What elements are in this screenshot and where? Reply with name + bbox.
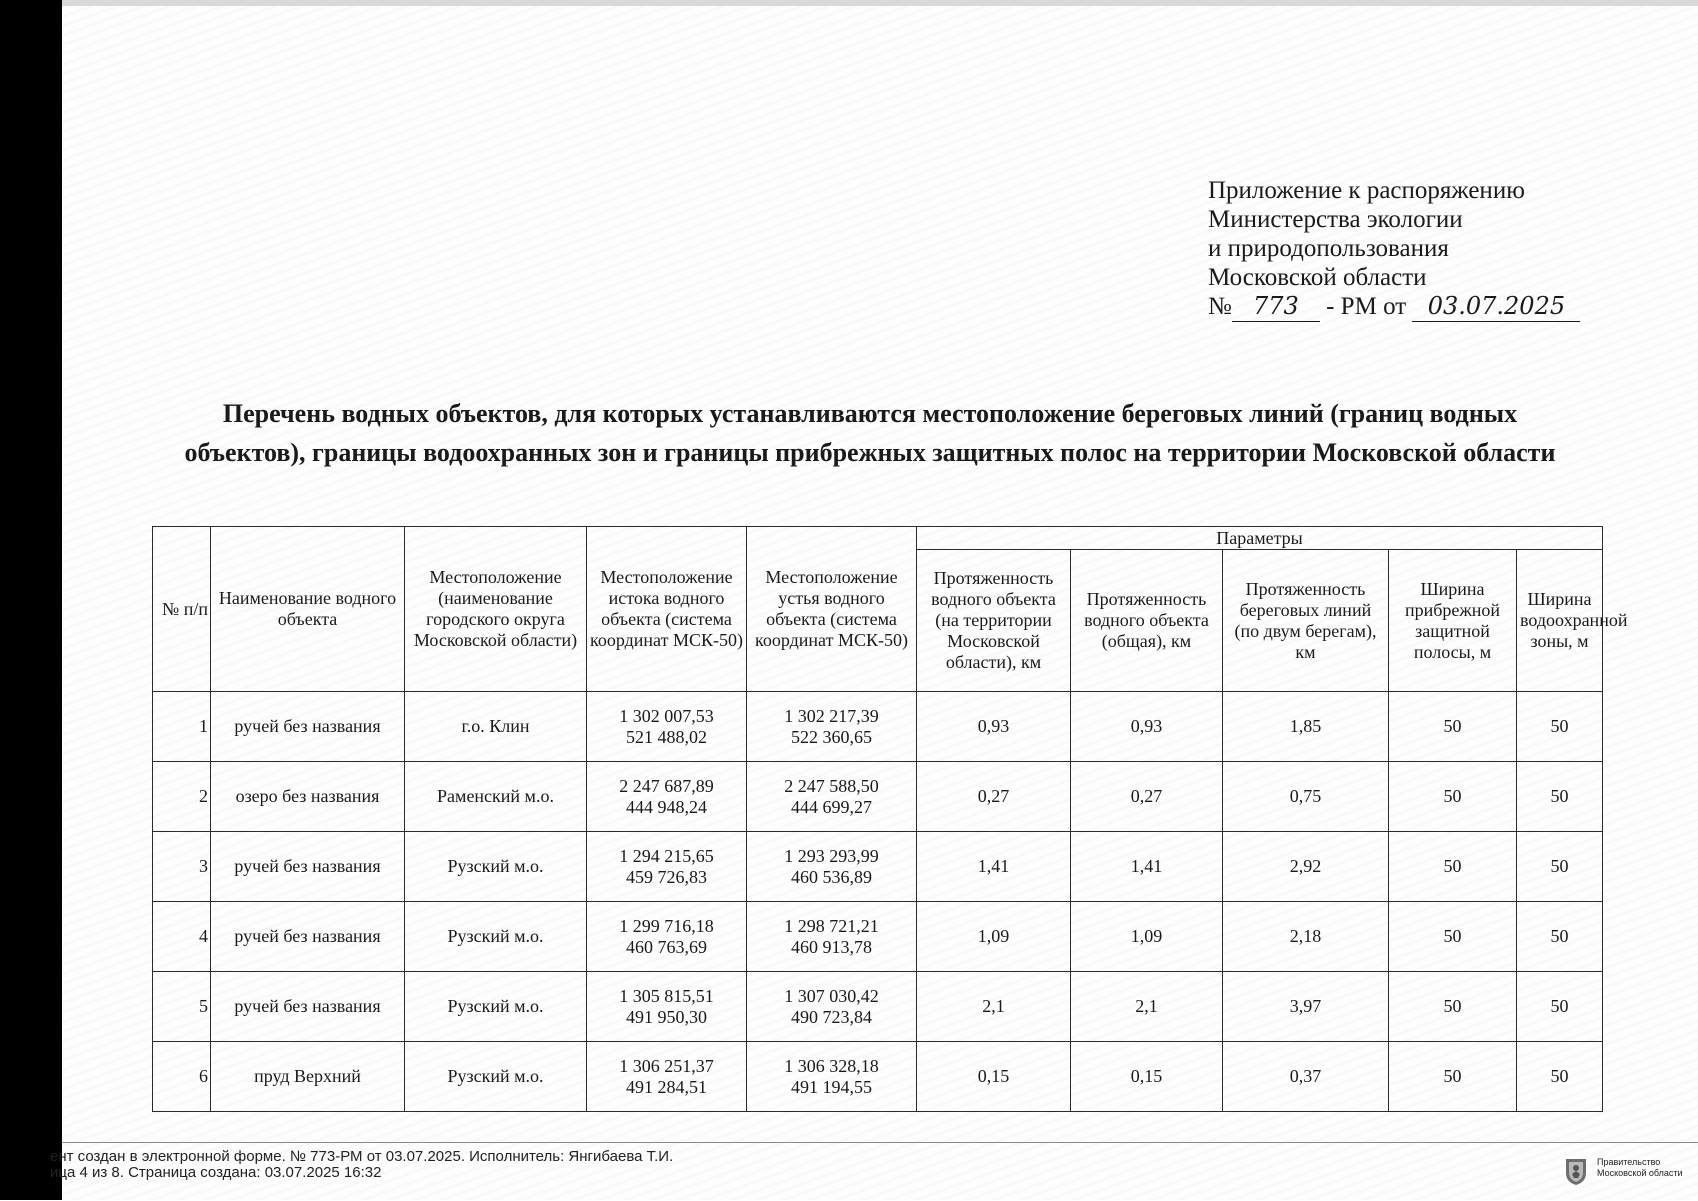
coord-y: 444 699,27 bbox=[791, 796, 872, 817]
coord-y: 490 723,84 bbox=[791, 1006, 872, 1027]
cell-location: Раменский м.о. bbox=[405, 762, 587, 832]
cell-num: 4 bbox=[153, 902, 211, 972]
gov-label-line: Московской области bbox=[1597, 1168, 1683, 1178]
cell-location: Рузский м.о. bbox=[405, 832, 587, 902]
appendix-line: Московской области bbox=[1208, 264, 1427, 291]
cell-mouth bbox=[747, 972, 917, 1042]
number-prefix: № bbox=[1208, 293, 1232, 320]
coord-y: 491 284,51 bbox=[626, 1076, 707, 1097]
document-title: Перечень водных объектов, для которых устанавливаются местоположение береговых линий (границ водных объектов), границы водоохранных зон и границы прибрежных защитных полос на территории Московской области bbox=[184, 399, 1556, 467]
table-row bbox=[153, 972, 1603, 1042]
cell-water-zone: 50 bbox=[1517, 832, 1603, 902]
cell-water-zone: 50 bbox=[1517, 762, 1603, 832]
coord-y: 460 536,89 bbox=[791, 866, 872, 887]
cell-water-zone: 50 bbox=[1517, 1042, 1603, 1112]
cell-source bbox=[587, 692, 747, 762]
cell-length-total: 1,41 bbox=[1071, 832, 1223, 902]
cell-num: 3 bbox=[153, 832, 211, 902]
cell-length-total: 0,27 bbox=[1071, 762, 1223, 832]
cell-name: ручей без названия bbox=[211, 692, 405, 762]
cell-num: 2 bbox=[153, 762, 211, 832]
table-row bbox=[153, 762, 1603, 832]
cell-length-region: 0,93 bbox=[917, 692, 1071, 762]
cell-mouth bbox=[747, 1042, 917, 1112]
appendix-line: и природопользования bbox=[1208, 235, 1449, 262]
header-source: Местоположение истока водного объекта (система координат МСК-50) bbox=[587, 527, 747, 692]
cell-name: ручей без названия bbox=[211, 902, 405, 972]
cell-source bbox=[587, 902, 747, 972]
header-length-total: Протяженность водного объекта (общая), км bbox=[1071, 550, 1223, 692]
cell-length-region: 2,1 bbox=[917, 972, 1071, 1042]
cell-location: Рузский м.о. bbox=[405, 1042, 587, 1112]
cell-mouth bbox=[747, 832, 917, 902]
government-label bbox=[1597, 1157, 1683, 1179]
cell-num: 6 bbox=[153, 1042, 211, 1112]
coord-y: 460 913,78 bbox=[791, 936, 872, 957]
cell-num: 5 bbox=[153, 972, 211, 1042]
number-suffix: - РМ от bbox=[1326, 293, 1407, 320]
header-params: Параметры bbox=[917, 527, 1603, 550]
cell-shoreline: 0,75 bbox=[1223, 762, 1389, 832]
header-num: № п/п bbox=[153, 527, 211, 692]
cell-name: пруд Верхний bbox=[211, 1042, 405, 1112]
cell-length-total: 2,1 bbox=[1071, 972, 1223, 1042]
coord-y: 491 194,55 bbox=[791, 1076, 872, 1097]
cell-length-region: 1,41 bbox=[917, 832, 1071, 902]
cell-length-region: 0,15 bbox=[917, 1042, 1071, 1112]
coord-y: 491 950,30 bbox=[626, 1006, 707, 1027]
cell-num: 1 bbox=[153, 692, 211, 762]
coord-x: 1 305 815,51 bbox=[619, 985, 714, 1006]
cell-location: Рузский м.о. bbox=[405, 902, 587, 972]
coord-y: 460 763,69 bbox=[626, 936, 707, 957]
gov-label-line: Правительство bbox=[1597, 1157, 1661, 1167]
header-length-region: Протяженность водного объекта (на территории Московской области), км bbox=[917, 550, 1071, 692]
appendix-line: Министерства экологии bbox=[1208, 206, 1463, 233]
header-mouth: Местоположение устья водного объекта (система координат МСК-50) bbox=[747, 527, 917, 692]
cell-coastal-strip: 50 bbox=[1389, 692, 1517, 762]
cell-coastal-strip: 50 bbox=[1389, 762, 1517, 832]
cell-shoreline: 1,85 bbox=[1223, 692, 1389, 762]
water-objects-table bbox=[152, 526, 1628, 1112]
cell-source bbox=[587, 972, 747, 1042]
handwritten-number: 773 bbox=[1232, 292, 1320, 322]
footer-line: ент создан в электронной форме. № 773-РМ от 03.07.2025. Исполнитель: Янгибаева Т.И. bbox=[50, 1148, 674, 1165]
coord-x: 1 306 251,37 bbox=[619, 1055, 714, 1076]
table-row bbox=[153, 832, 1603, 902]
footer-line: ица 4 из 8. Страница создана: 03.07.2025 16:32 bbox=[50, 1164, 382, 1181]
table-row bbox=[153, 1042, 1603, 1112]
cell-mouth bbox=[747, 692, 917, 762]
coord-y: 459 726,83 bbox=[626, 866, 707, 887]
cell-length-region: 0,27 bbox=[917, 762, 1071, 832]
handwritten-date: 03.07.2025 bbox=[1412, 292, 1580, 322]
cell-location: Рузский м.о. bbox=[405, 972, 587, 1042]
header-water-zone: Ширина водоохранной зоны, м bbox=[1517, 550, 1603, 692]
cell-location: г.о. Клин bbox=[405, 692, 587, 762]
coord-x: 1 302 007,53 bbox=[619, 705, 714, 726]
cell-source bbox=[587, 1042, 747, 1112]
header-name: Наименование водного объекта bbox=[211, 527, 405, 692]
cell-coastal-strip: 50 bbox=[1389, 902, 1517, 972]
appendix-number-line bbox=[1208, 292, 1588, 322]
cell-length-total: 0,93 bbox=[1071, 692, 1223, 762]
cell-source bbox=[587, 762, 747, 832]
coord-x: 1 293 293,99 bbox=[784, 845, 879, 866]
page-footer bbox=[50, 1142, 1698, 1201]
cell-length-total: 0,15 bbox=[1071, 1042, 1223, 1112]
header-location: Местоположение (наименование городского округа Московской области) bbox=[405, 527, 587, 692]
cell-shoreline: 2,92 bbox=[1223, 832, 1389, 902]
appendix-line: Приложение к распоряжению bbox=[1208, 177, 1525, 204]
cell-name: ручей без названия bbox=[211, 832, 405, 902]
cell-source bbox=[587, 832, 747, 902]
table-row bbox=[153, 692, 1603, 762]
table-row bbox=[153, 902, 1603, 972]
cell-water-zone: 50 bbox=[1517, 902, 1603, 972]
cell-mouth bbox=[747, 902, 917, 972]
cell-water-zone: 50 bbox=[1517, 972, 1603, 1042]
appendix-block bbox=[1208, 176, 1588, 322]
cell-length-total: 1,09 bbox=[1071, 902, 1223, 972]
coord-x: 1 298 721,21 bbox=[784, 915, 879, 936]
cell-coastal-strip: 50 bbox=[1389, 1042, 1517, 1112]
coord-x: 1 307 030,42 bbox=[784, 985, 879, 1006]
cell-name: ручей без названия bbox=[211, 972, 405, 1042]
coord-x: 2 247 588,50 bbox=[784, 775, 879, 796]
coord-x: 2 247 687,89 bbox=[619, 775, 714, 796]
scan-black-edge bbox=[0, 0, 62, 1200]
cell-shoreline: 2,18 bbox=[1223, 902, 1389, 972]
cell-mouth bbox=[747, 762, 917, 832]
header-coastal-strip: Ширина прибрежной защитной полосы, м bbox=[1389, 550, 1517, 692]
coord-y: 444 948,24 bbox=[626, 796, 707, 817]
coat-of-arms-icon bbox=[1560, 1155, 1592, 1187]
cell-coastal-strip: 50 bbox=[1389, 832, 1517, 902]
coord-x: 1 294 215,65 bbox=[619, 845, 714, 866]
cell-shoreline: 0,37 bbox=[1223, 1042, 1389, 1112]
coord-x: 1 302 217,39 bbox=[784, 705, 879, 726]
footer-text bbox=[50, 1148, 782, 1181]
header-shoreline: Протяженность береговых линий (по двум берегам), км bbox=[1223, 550, 1389, 692]
coord-y: 522 360,65 bbox=[791, 726, 872, 747]
coord-x: 1 306 328,18 bbox=[784, 1055, 879, 1076]
cell-water-zone: 50 bbox=[1517, 692, 1603, 762]
cell-name: озеро без названия bbox=[211, 762, 405, 832]
coord-x: 1 299 716,18 bbox=[619, 915, 714, 936]
cell-length-region: 1,09 bbox=[917, 902, 1071, 972]
cell-coastal-strip: 50 bbox=[1389, 972, 1517, 1042]
cell-shoreline: 3,97 bbox=[1223, 972, 1389, 1042]
coord-y: 521 488,02 bbox=[626, 726, 707, 747]
